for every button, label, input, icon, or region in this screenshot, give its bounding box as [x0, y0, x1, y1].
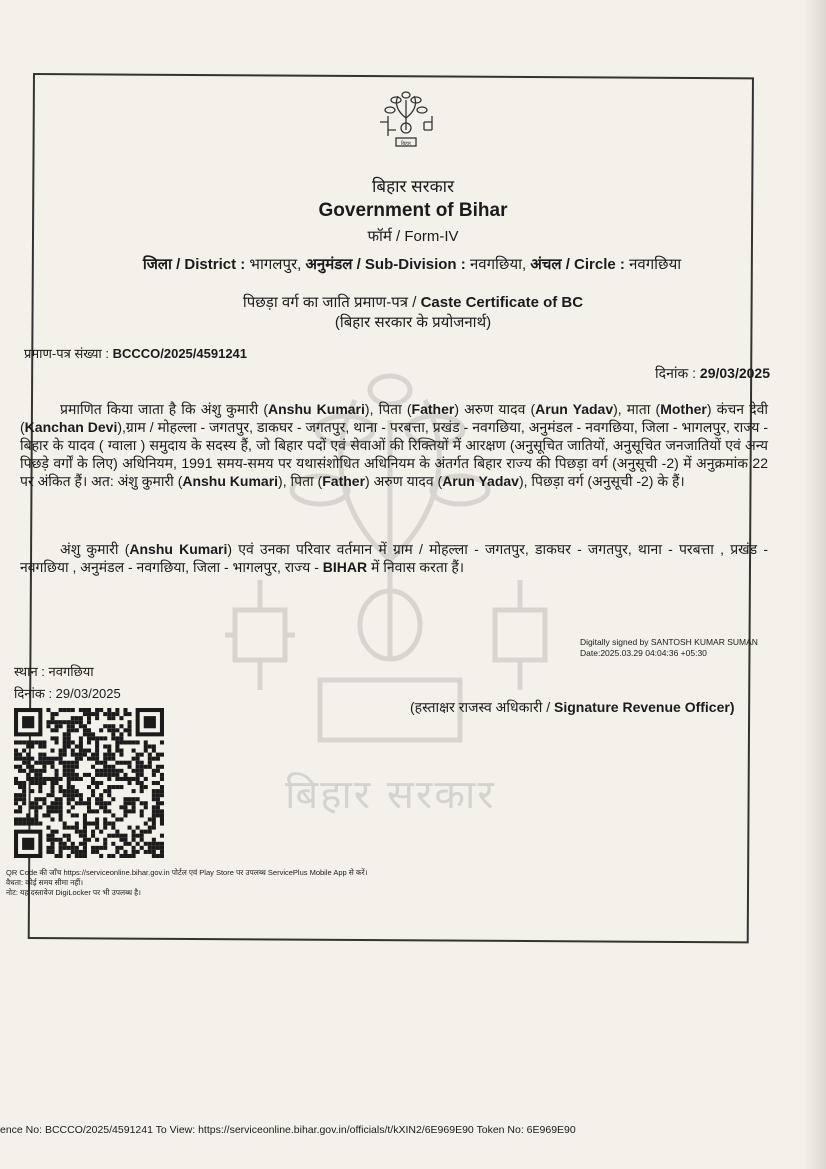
p1-father-label: Father [411, 401, 455, 417]
p2-seg: अंशु कुमारी ( [60, 541, 130, 557]
p1-seg: ), पिछड़ा वर्ग (अनुसूची -2) के हैं। [518, 473, 685, 489]
watermark-text: बिहार सरकार [285, 772, 496, 818]
certificate-title [0, 292, 826, 312]
p1-seg: ), माता ( [613, 401, 661, 417]
note-digilocker: नोट: यह दस्तावेज DigiLocker पर भी उपलब्ध है। [6, 888, 141, 897]
district-label: जिला / District : [142, 256, 246, 273]
note-validity: वैधता: कोई समय सीमा नहीं। [6, 878, 84, 887]
district-line [92, 254, 732, 274]
certificate-paragraph-2 [20, 540, 768, 576]
p1-seg: ) अरुण यादव ( [454, 401, 536, 417]
p1-seg: ),ग्राम / मोहल्ला - जगतपुर, डाकघर - जगतपुर, थाना - परबत्ता, प्रखंड - नवगछिया, अनुमंडल - नवगछिया, जिला - भागलपुर, राज्य - बिहार के यादव ( ग्वाला ) समुदाय के सदस्य हैं, जो बिहार पदों एवं सेवाओं की रिक्तियों में आरक्षण (अनुसूचित जातियों, अनुसूचित जनजातियों एवं अन्य पिछड़े वर्गों के लिए) अधिनियम, 1991 समय-समय पर यथासंशोधित अधिनियम के अंतर्गत बिहार राज्य की पिछड़ा वर्ग (अनुसूची -2) में अनुक्रमांक 22 पर अंकित हैं। अत: अंशु कुमारी ( [20, 419, 768, 489]
certificate-title-hindi: पिछड़ा वर्ग का जाति प्रमाण-पत्र / [242, 294, 417, 311]
p1-seg: ), पिता ( [278, 473, 323, 489]
p2-name-en: Anshu Kumari [129, 541, 228, 557]
p2-seg: ) एवं उनका परिवार वर्तमान में ग्राम / मोहल्ला - जगतपुर, डाकघर - जगतपुर, थाना - परबत्ता , प्रखंड - नवगछिया , अनुमंडल - नवगछिया, जिला - भागलपुर, राज्य - [20, 541, 768, 575]
header-hindi-title: बिहार सरकार [371, 177, 455, 196]
p1-father-en: Arun Yadav [535, 401, 614, 417]
digital-signature [580, 637, 758, 659]
bihar-emblem-icon [370, 90, 442, 152]
certificate-date [600, 364, 770, 383]
qr-code-icon [14, 708, 164, 858]
form-number: फॉर्म / Form-IV [367, 228, 459, 245]
p1-seg: ) अरुण यादव ( [365, 473, 443, 489]
digital-signature-line-2: Date:2025.03.29 04:04:36 +05:30 [580, 648, 707, 658]
subdivision-label: अनुमंडल / Sub-Division : [305, 256, 466, 273]
p1-mother-label: Mother [660, 401, 707, 417]
p1-father-en: Arun Yadav [442, 473, 519, 489]
place: स्थान : नवगछिया [14, 664, 94, 679]
p1-father-label: Father [322, 473, 366, 489]
note-qr: QR Code की जाँच https://serviceonline.bihar.gov.in पोर्टल एवं Play Store पर उपलब्ध ServicePlus Mobile App से करें। [6, 868, 368, 877]
circle-label: अंचल / Circle : [530, 256, 625, 273]
emblem-text: बिहार [400, 141, 412, 147]
signature-date: दिनांक : 29/03/2025 [14, 686, 121, 701]
certificate-number [24, 344, 247, 362]
signature-label-english: Signature Revenue Officer) [554, 699, 735, 715]
p1-name-en: Anshu Kumari [182, 473, 279, 489]
p1-mother-en: Kanchan Devi [24, 419, 118, 435]
notes [6, 868, 368, 898]
p1-name-en: Anshu Kumari [268, 401, 365, 417]
certificate-title-english: Caste Certificate of BC [420, 294, 584, 311]
certificate-number-value: BCCCO/2025/4591241 [112, 346, 248, 361]
p1-seg: ), पिता ( [364, 401, 412, 417]
p1-seg: प्रमाणित किया जाता है कि अंशु कुमारी ( [60, 401, 268, 417]
circle-value: नवगछिया [629, 256, 682, 273]
signature-label [410, 698, 735, 717]
certificate-purpose: (बिहार सरकार के प्रयोजनार्थ) [334, 314, 492, 331]
district-value: भागलपुर, [249, 256, 302, 273]
certificate-paragraph-1 [20, 400, 768, 490]
footer-reference: ence No: BCCCO/2025/4591241 To View: https://serviceonline.bihar.gov.in/officials/t/kXIN2/6E969E90 Token No: 6E969E90 [0, 1124, 576, 1136]
header-english-title: Government of Bihar [318, 200, 508, 221]
p1-seg: ) कंचन देवी ( [20, 401, 768, 435]
signature-label-hindi: (हस्ताक्षर राजस्व अधिकारी / [410, 699, 554, 715]
certificate-number-label: प्रमाण-पत्र संख्या : [24, 346, 109, 361]
subdivision-value: नवगछिया, [469, 256, 527, 273]
certificate-date-value: 29/03/2025 [699, 365, 770, 381]
p2-state-en: BIHAR [322, 559, 368, 575]
p2-seg: में निवास करता हैं। [367, 559, 465, 575]
digital-signature-line-1: Digitally signed by SANTOSH KUMAR SUMAN [580, 637, 758, 647]
certificate-date-label: दिनांक : [655, 365, 697, 381]
